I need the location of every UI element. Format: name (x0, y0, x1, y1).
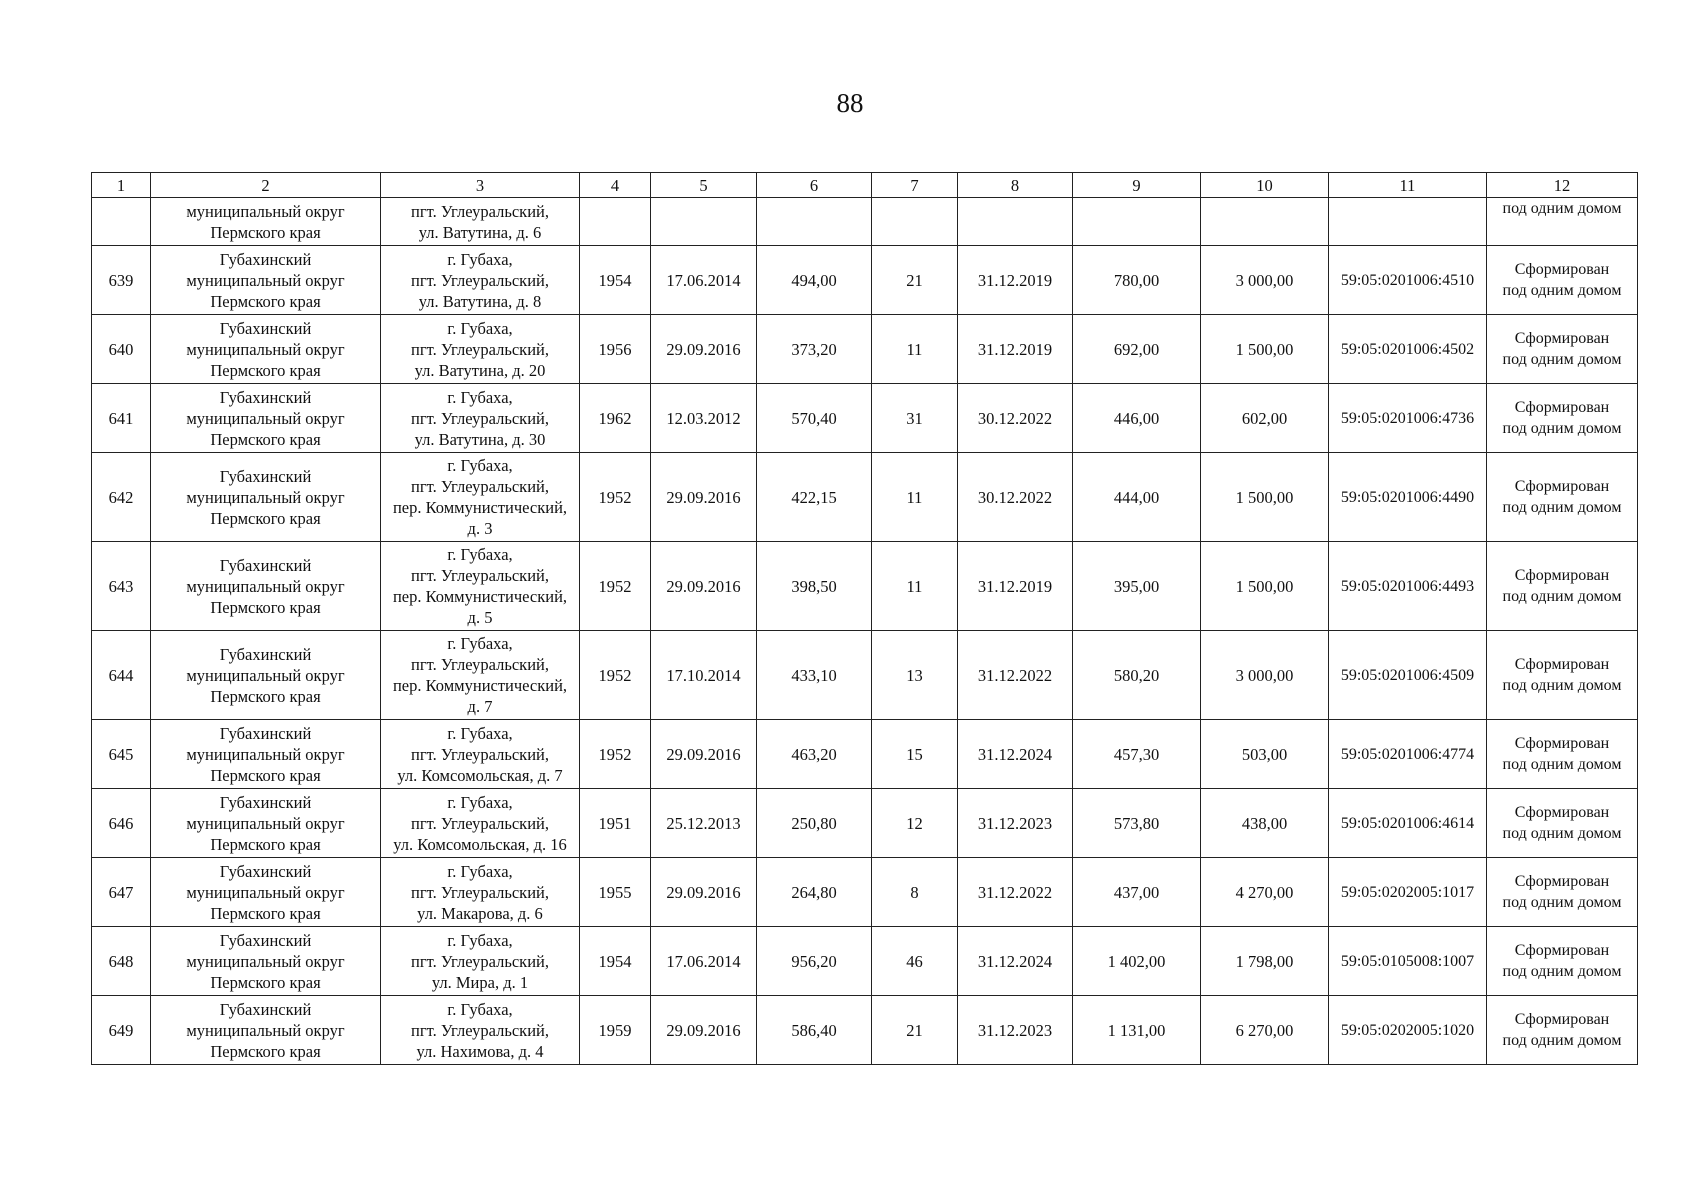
text-line: Губахинский (219, 318, 312, 338)
page-number: 88 (836, 88, 864, 118)
text-line: муниципальный округ (186, 408, 345, 428)
cell-date2 (958, 198, 1073, 246)
cell-year: 1959 (580, 996, 651, 1065)
cell-municipality (151, 315, 381, 384)
cell-value9: 580,20 (1073, 631, 1201, 720)
text-line: г. Губаха, (447, 999, 513, 1019)
cell-value9: 780,00 (1073, 246, 1201, 315)
text-line: Пермского края (210, 429, 321, 449)
cell-value9: 444,00 (1073, 453, 1201, 542)
cell-date1: 29.09.2016 (651, 996, 757, 1065)
text-line: ул. Ватутина, д. 6 (418, 222, 542, 242)
text-line: Пермского края (210, 222, 321, 242)
cell-municipality (151, 631, 381, 720)
text-line: Губахинский (219, 999, 312, 1019)
cell-num: 647 (92, 858, 151, 927)
cell-num: 649 (92, 996, 151, 1065)
column-header-11: 11 (1329, 173, 1487, 198)
cell-status (1487, 927, 1638, 996)
cell-cadastral: 59:05:0202005:1020 (1329, 996, 1487, 1065)
text-line: г. Губаха, (447, 634, 513, 653)
table-row (92, 384, 1638, 453)
cell-area: 956,20 (757, 927, 872, 996)
cell-status (1487, 631, 1638, 720)
cell-municipality (151, 927, 381, 996)
cell-cadastral: 59:05:0201006:4490 (1329, 453, 1487, 542)
cell-cadastral: 59:05:0201006:4774 (1329, 720, 1487, 789)
cell-year (580, 198, 651, 246)
cell-num: 645 (92, 720, 151, 789)
text-line: пгт. Углеуральский, (411, 201, 549, 221)
cell-residents: 21 (872, 996, 958, 1065)
cell-year: 1951 (580, 789, 651, 858)
cell-cadastral: 59:05:0201006:4614 (1329, 789, 1487, 858)
cell-area: 264,80 (757, 858, 872, 927)
text-line: Губахинский (219, 387, 312, 407)
text-line: пгт. Углеуральский, (411, 1020, 549, 1040)
text-line: Пермского края (210, 508, 321, 528)
cell-value10: 1 500,00 (1201, 542, 1329, 631)
cell-municipality (151, 542, 381, 631)
column-header-3: 3 (381, 173, 580, 198)
table-row (92, 246, 1638, 315)
text-line: под одним домом (1502, 963, 1622, 980)
cell-value10: 4 270,00 (1201, 858, 1329, 927)
column-header-6: 6 (757, 173, 872, 198)
cell-municipality (151, 453, 381, 542)
column-header-8: 8 (958, 173, 1073, 198)
cell-residents: 15 (872, 720, 958, 789)
cell-status (1487, 453, 1638, 542)
text-line: пгт. Углеуральский, (411, 744, 549, 764)
text-line: пер. Коммунистический, (392, 498, 568, 517)
cell-value9: 573,80 (1073, 789, 1201, 858)
cell-date1: 17.06.2014 (651, 927, 757, 996)
cell-address (381, 996, 580, 1065)
cell-date2: 31.12.2024 (958, 927, 1073, 996)
cell-value9: 437,00 (1073, 858, 1201, 927)
text-line: пер. Коммунистический, (392, 676, 568, 695)
cell-municipality (151, 198, 381, 246)
cell-year: 1952 (580, 631, 651, 720)
cell-residents (872, 198, 958, 246)
cell-cadastral: 59:05:0201006:4736 (1329, 384, 1487, 453)
cell-value9: 446,00 (1073, 384, 1201, 453)
text-line: Сформирован (1514, 942, 1610, 959)
cell-cadastral: 59:05:0201006:4510 (1329, 246, 1487, 315)
text-line: Пермского края (210, 291, 321, 311)
text-line: Сформирован (1514, 873, 1610, 890)
cell-num: 641 (92, 384, 151, 453)
text-line: Сформирован (1514, 567, 1610, 584)
cell-cadastral (1329, 198, 1487, 246)
text-line: ул. Комсомольская, д. 16 (393, 834, 567, 854)
text-line: Сформирован (1514, 1011, 1610, 1028)
cell-area: 433,10 (757, 631, 872, 720)
text-line: ул. Ватутина, д. 20 (414, 360, 546, 380)
text-line: пгт. Углеуральский, (411, 477, 549, 496)
table-row (92, 720, 1638, 789)
cell-date2: 31.12.2023 (958, 996, 1073, 1065)
cell-num: 646 (92, 789, 151, 858)
text-line: Сформирован (1514, 478, 1610, 495)
column-header-4: 4 (580, 173, 651, 198)
cell-date2: 31.12.2019 (958, 246, 1073, 315)
text-line: Сформирован (1514, 399, 1610, 416)
cell-cadastral: 59:05:0201006:4502 (1329, 315, 1487, 384)
cell-cadastral: 59:05:0201006:4509 (1329, 631, 1487, 720)
cell-date1: 17.10.2014 (651, 631, 757, 720)
cell-value10: 438,00 (1201, 789, 1329, 858)
cell-value9: 1 402,00 (1073, 927, 1201, 996)
cell-municipality (151, 996, 381, 1065)
table-row (92, 453, 1638, 542)
text-line: пгт. Углеуральский, (411, 882, 549, 902)
text-line: Сформирован (1514, 261, 1610, 278)
cell-date1: 17.06.2014 (651, 246, 757, 315)
cell-value10: 1 500,00 (1201, 315, 1329, 384)
text-line: пгт. Углеуральский, (411, 655, 549, 674)
text-line: ул. Ватутина, д. 8 (418, 291, 542, 311)
text-line: Губахинский (219, 792, 312, 812)
text-line: Губахинский (219, 249, 312, 269)
cell-value10 (1201, 198, 1329, 246)
text-line: Губахинский (219, 930, 312, 950)
cell-date2: 31.12.2024 (958, 720, 1073, 789)
cell-status (1487, 720, 1638, 789)
cell-date2: 31.12.2023 (958, 789, 1073, 858)
cell-num: 643 (92, 542, 151, 631)
cell-value9: 395,00 (1073, 542, 1201, 631)
text-line: муниципальный округ (186, 951, 345, 971)
table-row (92, 996, 1638, 1065)
cell-value10: 3 000,00 (1201, 246, 1329, 315)
text-line: г. Губаха, (447, 318, 513, 338)
text-line: Губахинский (219, 644, 312, 664)
cell-area: 586,40 (757, 996, 872, 1065)
text-line: Пермского края (210, 834, 321, 854)
cell-year: 1962 (580, 384, 651, 453)
cell-address (381, 927, 580, 996)
cell-date2: 30.12.2022 (958, 384, 1073, 453)
cell-num: 644 (92, 631, 151, 720)
cell-area: 398,50 (757, 542, 872, 631)
cell-municipality (151, 246, 381, 315)
text-line: муниципальный округ (186, 270, 345, 290)
cell-address (381, 858, 580, 927)
cell-value9: 1 131,00 (1073, 996, 1201, 1065)
cell-date1: 12.03.2012 (651, 384, 757, 453)
cell-value10: 503,00 (1201, 720, 1329, 789)
cell-year: 1955 (580, 858, 651, 927)
cell-address (381, 315, 580, 384)
cell-value10: 3 000,00 (1201, 631, 1329, 720)
cell-value10: 1 798,00 (1201, 927, 1329, 996)
cell-year: 1952 (580, 720, 651, 789)
text-line: г. Губаха, (447, 387, 513, 407)
cell-area: 250,80 (757, 789, 872, 858)
text-line: Сформирован (1514, 330, 1610, 347)
text-line: пгт. Углеуральский, (411, 339, 549, 359)
cell-year: 1952 (580, 453, 651, 542)
cell-date1: 29.09.2016 (651, 542, 757, 631)
cell-residents: 11 (872, 542, 958, 631)
text-line: Пермского края (210, 597, 321, 617)
text-line: под одним домом (1502, 825, 1622, 842)
text-line: ул. Комсомольская, д. 7 (397, 765, 563, 785)
table-row (92, 927, 1638, 996)
text-line: Сформирован (1514, 735, 1610, 752)
text-line: Губахинский (219, 723, 312, 743)
text-line: Губахинский (219, 555, 312, 575)
text-line: муниципальный округ (186, 744, 345, 764)
cell-value10: 602,00 (1201, 384, 1329, 453)
text-line: Пермского края (210, 360, 321, 380)
text-line: муниципальный округ (186, 576, 345, 596)
cell-address (381, 453, 580, 542)
text-line: ул. Ватутина, д. 30 (414, 429, 546, 449)
cell-date1: 29.09.2016 (651, 720, 757, 789)
text-line: д. 7 (467, 697, 493, 716)
text-line: под одним домом (1502, 282, 1622, 299)
cell-cadastral: 59:05:0105008:1007 (1329, 927, 1487, 996)
text-line: Губахинский (219, 466, 312, 486)
cell-municipality (151, 384, 381, 453)
housing-register-table (91, 172, 1638, 1065)
text-line: ул. Макарова, д. 6 (417, 903, 543, 923)
text-line: пгт. Углеуральский, (411, 566, 549, 585)
text-line: под одним домом (1502, 588, 1622, 605)
cell-date2: 31.12.2022 (958, 858, 1073, 927)
column-header-12: 12 (1487, 173, 1638, 198)
cell-address (381, 631, 580, 720)
cell-municipality (151, 789, 381, 858)
text-line: Сформирован (1514, 804, 1610, 821)
text-line: пгт. Углеуральский, (411, 813, 549, 833)
cell-address (381, 384, 580, 453)
cell-area: 463,20 (757, 720, 872, 789)
text-line: г. Губаха, (447, 456, 513, 475)
cell-area: 570,40 (757, 384, 872, 453)
text-line: Пермского края (210, 686, 321, 706)
cell-status (1487, 246, 1638, 315)
text-line: Губахинский (219, 861, 312, 881)
cell-residents: 46 (872, 927, 958, 996)
text-line: г. Губаха, (447, 545, 513, 564)
cell-date2: 31.12.2019 (958, 542, 1073, 631)
text-line: ул. Мира, д. 1 (431, 972, 529, 992)
text-line: под одним домом (1502, 1032, 1622, 1049)
text-line: ул. Нахимова, д. 4 (416, 1041, 544, 1061)
cell-address (381, 720, 580, 789)
cell-year: 1954 (580, 246, 651, 315)
table-row (92, 542, 1638, 631)
cell-area (757, 198, 872, 246)
cell-status (1487, 542, 1638, 631)
text-line: Пермского края (210, 903, 321, 923)
column-header-10: 10 (1201, 173, 1329, 198)
cell-value9 (1073, 198, 1201, 246)
cell-date1: 29.09.2016 (651, 453, 757, 542)
cell-date1: 29.09.2016 (651, 858, 757, 927)
cell-num (92, 198, 151, 246)
table-row (92, 315, 1638, 384)
text-line: д. 3 (467, 519, 493, 538)
text-line: муниципальный округ (186, 339, 345, 359)
text-line: пер. Коммунистический, (392, 587, 568, 606)
text-line: г. Губаха, (447, 723, 513, 743)
cell-date1 (651, 198, 757, 246)
cell-status (1487, 996, 1638, 1065)
cell-cadastral: 59:05:0201006:4493 (1329, 542, 1487, 631)
cell-date2: 30.12.2022 (958, 453, 1073, 542)
text-line: муниципальный округ (186, 201, 345, 221)
cell-residents: 13 (872, 631, 958, 720)
text-line: под одним домом (1502, 420, 1622, 437)
text-line: под одним домом (1502, 756, 1622, 773)
text-line: Сформирован (1514, 656, 1610, 673)
text-line: г. Губаха, (447, 249, 513, 269)
column-header-7: 7 (872, 173, 958, 198)
cell-value9: 457,30 (1073, 720, 1201, 789)
text-line: Пермского края (210, 1041, 321, 1061)
cell-num: 640 (92, 315, 151, 384)
cell-status (1487, 198, 1638, 246)
column-header-2: 2 (151, 173, 381, 198)
continuation-row (92, 198, 1638, 246)
cell-num: 639 (92, 246, 151, 315)
cell-status (1487, 789, 1638, 858)
cell-value9: 692,00 (1073, 315, 1201, 384)
text-line: под одним домом (1502, 894, 1622, 911)
column-header-1: 1 (92, 173, 151, 198)
text-line: под одним домом (1502, 499, 1622, 516)
text-line: г. Губаха, (447, 861, 513, 881)
cell-year: 1956 (580, 315, 651, 384)
cell-date2: 31.12.2022 (958, 631, 1073, 720)
cell-residents: 11 (872, 315, 958, 384)
cell-area: 373,20 (757, 315, 872, 384)
text-line: под одним домом (1502, 200, 1622, 217)
text-line: г. Губаха, (447, 792, 513, 812)
cell-municipality (151, 720, 381, 789)
table-row (92, 858, 1638, 927)
text-line: пгт. Углеуральский, (411, 270, 549, 290)
cell-status (1487, 384, 1638, 453)
text-line: Пермского края (210, 765, 321, 785)
cell-residents: 12 (872, 789, 958, 858)
cell-num: 648 (92, 927, 151, 996)
text-line: под одним домом (1502, 351, 1622, 368)
cell-date1: 29.09.2016 (651, 315, 757, 384)
cell-date1: 25.12.2013 (651, 789, 757, 858)
column-header-9: 9 (1073, 173, 1201, 198)
cell-num: 642 (92, 453, 151, 542)
cell-address (381, 246, 580, 315)
text-line: муниципальный округ (186, 665, 345, 685)
text-line: г. Губаха, (447, 930, 513, 950)
cell-area: 494,00 (757, 246, 872, 315)
cell-status (1487, 858, 1638, 927)
cell-value10: 6 270,00 (1201, 996, 1329, 1065)
cell-address (381, 198, 580, 246)
cell-residents: 8 (872, 858, 958, 927)
cell-address (381, 789, 580, 858)
cell-cadastral: 59:05:0202005:1017 (1329, 858, 1487, 927)
text-line: пгт. Углеуральский, (411, 951, 549, 971)
text-line: муниципальный округ (186, 1020, 345, 1040)
text-line: под одним домом (1502, 677, 1622, 694)
cell-value10: 1 500,00 (1201, 453, 1329, 542)
cell-address (381, 542, 580, 631)
table-row (92, 631, 1638, 720)
column-header-5: 5 (651, 173, 757, 198)
cell-municipality (151, 858, 381, 927)
cell-date2: 31.12.2019 (958, 315, 1073, 384)
text-line: пгт. Углеуральский, (411, 408, 549, 428)
cell-residents: 11 (872, 453, 958, 542)
text-line: муниципальный округ (186, 882, 345, 902)
table-row (92, 789, 1638, 858)
text-line: муниципальный округ (186, 487, 345, 507)
cell-area: 422,15 (757, 453, 872, 542)
cell-status (1487, 315, 1638, 384)
cell-year: 1952 (580, 542, 651, 631)
cell-residents: 21 (872, 246, 958, 315)
text-line: Пермского края (210, 972, 321, 992)
text-line: д. 5 (467, 608, 493, 627)
cell-year: 1954 (580, 927, 651, 996)
text-line: муниципальный округ (186, 813, 345, 833)
cell-residents: 31 (872, 384, 958, 453)
column-number-header-row (92, 173, 1638, 198)
